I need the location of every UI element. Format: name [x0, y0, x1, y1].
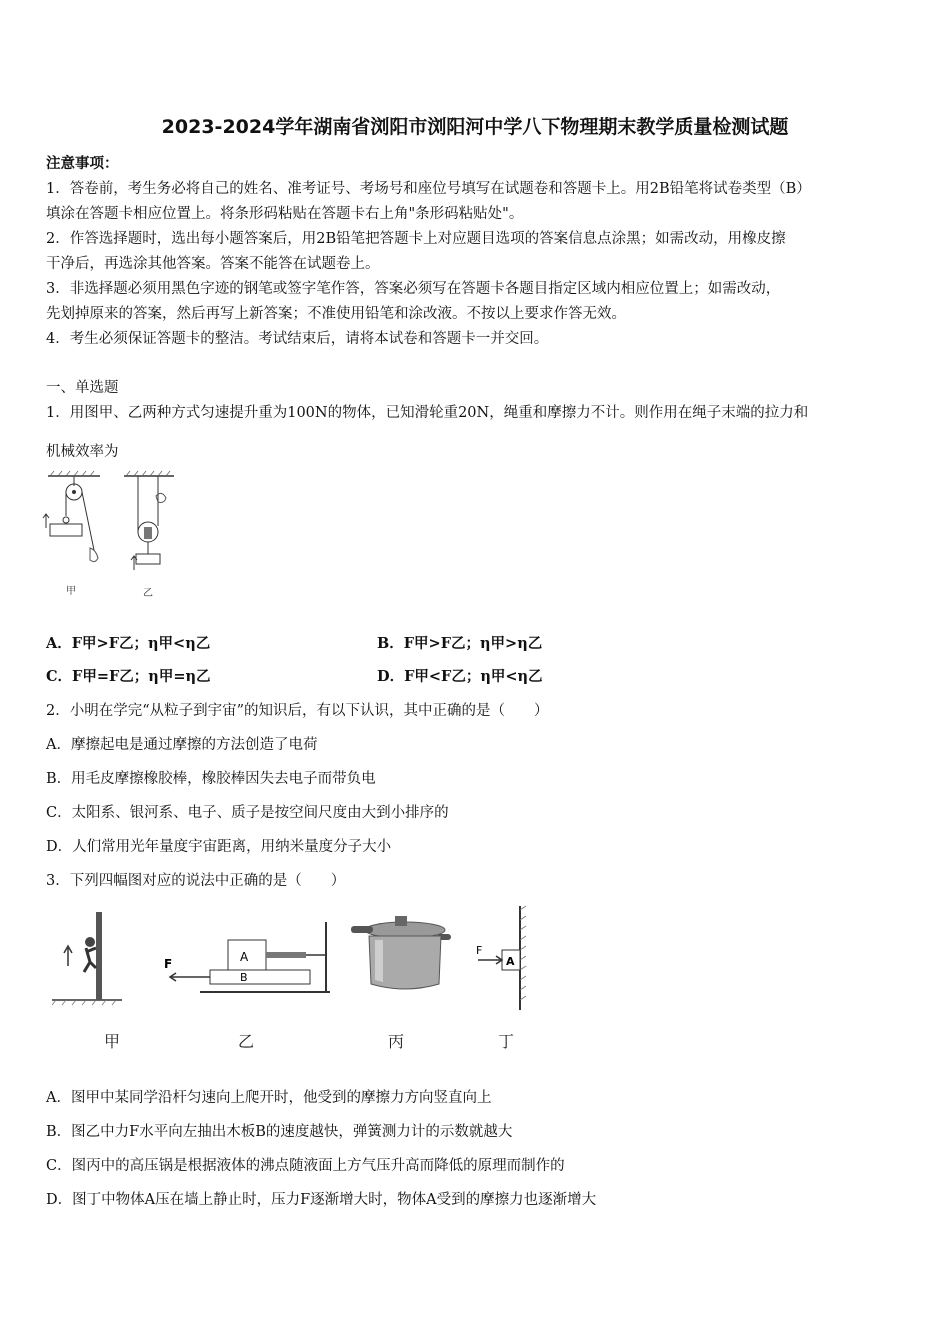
q3-option-d[interactable]: D．图丁中物体A压在墙上静止时，压力F逐渐增大时，物体A受到的摩擦力也逐渐增大 — [46, 1192, 597, 1208]
q3-option-a[interactable]: A．图甲中某同学沿杆匀速向上爬开时，他受到的摩擦力方向竖直向上 — [46, 1090, 492, 1106]
option-text: F甲<F乙；η甲<η乙 — [404, 668, 543, 685]
q3-fig-text-f2: F — [476, 944, 483, 957]
q1-option-b[interactable] — [377, 632, 542, 653]
notice-heading: 注意事项： — [46, 155, 119, 172]
q1-option-d[interactable] — [377, 665, 543, 686]
q3-fig-text-a1: A — [240, 950, 249, 964]
notice-line: 3．非选择题必须用黑色字迹的钢笔或签字笔作答，答案必须写在答题卡各题目指定区域内相应位置上；如需改动， — [46, 281, 781, 297]
option-text: F甲>F乙；η甲>η乙 — [403, 635, 543, 652]
option-letter: A． — [46, 635, 72, 652]
q1-fig-label-jia: 甲 — [66, 586, 76, 597]
q1-fig-label-yi: 乙 — [143, 588, 153, 599]
q2-option-a[interactable]: A．摩擦起电是通过摩擦的方法创造了电荷 — [46, 737, 318, 753]
option-text: F甲=F乙；η甲=η乙 — [72, 668, 211, 685]
q3-fig-text-b1: B — [240, 971, 248, 984]
section-heading: 一、单选题 — [46, 380, 119, 396]
q1-option-a[interactable] — [46, 632, 210, 653]
q3-fig-label-jia: 甲 — [104, 1032, 121, 1051]
option-text: F甲>F乙；η甲<η乙 — [71, 635, 211, 652]
q3-fig-label-bing: 丙 — [388, 1032, 405, 1051]
q2-option-b[interactable]: B．用毛皮摩擦橡胶棒，橡胶棒因失去电子而带负电 — [46, 771, 376, 787]
q3-fig-text-a2: A — [506, 955, 515, 968]
notice-line: 2．作答选择题时，选出每小题答案后，用2B铅笔把答题卡上对应题目选项的答案信息点涂黑；如需改动，用橡皮擦 — [46, 231, 786, 247]
notice-line: 填涂在答题卡相应位置上。将条形码粘贴在答题卡右上角"条形码粘贴处"。 — [46, 206, 524, 222]
q2-option-d[interactable]: D．人们常用光年量度宇宙距离，用纳米量度分子大小 — [46, 839, 392, 855]
page-title: 2023-2024学年湖南省浏阳市浏阳河中学八下物理期末教学质量检测试题 — [161, 116, 789, 138]
q3-option-c[interactable]: C．图丙中的高压锅是根据液体的沸点随液面上方气压升高而降低的原理而制作的 — [46, 1158, 565, 1174]
q2-stem: 2．小明在学完“从粒子到宇宙”的知识后，有以下认识，其中正确的是（ ） — [46, 703, 549, 719]
q3-fig-pressure-cooker — [345, 912, 455, 997]
q3-fig-text-f1: F — [164, 957, 173, 971]
notice-line: 先划掉原来的答案，然后再写上新答案；不准使用铅笔和涂改液。不按以上要求作答无效。 — [46, 306, 626, 322]
q2-option-c[interactable]: C．太阳系、银河系、电子、质子是按空间尺度由大到小排序的 — [46, 805, 449, 821]
q1-option-c[interactable] — [46, 665, 211, 686]
q3-option-b[interactable]: B．图乙中力F水平向左抽出木板B的速度越快，弹簧测力计的示数就越大 — [46, 1124, 513, 1140]
q3-fig-wall-block — [468, 904, 538, 1014]
q3-fig-label-yi: 乙 — [238, 1032, 255, 1051]
q1-pulley-figure — [40, 470, 180, 600]
q3-fig-climber — [50, 908, 130, 1008]
option-letter: B． — [377, 635, 404, 652]
option-letter: C． — [46, 668, 73, 685]
q3-fig-label-ding: 丁 — [498, 1032, 515, 1051]
notice-line: 干净后，再选涂其他答案。答案不能答在试题卷上。 — [46, 256, 380, 272]
notice-line: 4．考生必须保证答题卡的整洁。考试结束后，请将本试卷和答题卡一并交回。 — [46, 331, 549, 347]
notice-line: 1．答卷前，考生务必将自己的姓名、准考证号、考场号和座位号填写在试题卷和答题卡上。用2B铅笔将试卷类型（B） — [46, 181, 811, 197]
q1-stem: 1．用图甲、乙两种方式匀速提升重为100N的物体，已知滑轮重20N，绳重和摩擦力不计。则作用在绳子末端的拉力和 — [46, 405, 809, 421]
option-letter: D． — [377, 668, 405, 685]
q3-fig-friction-board — [160, 918, 335, 998]
q1-stem-cont: 机械效率为 — [46, 444, 119, 460]
q3-stem: 3．下列四幅图对应的说法中正确的是（ ） — [46, 873, 346, 889]
